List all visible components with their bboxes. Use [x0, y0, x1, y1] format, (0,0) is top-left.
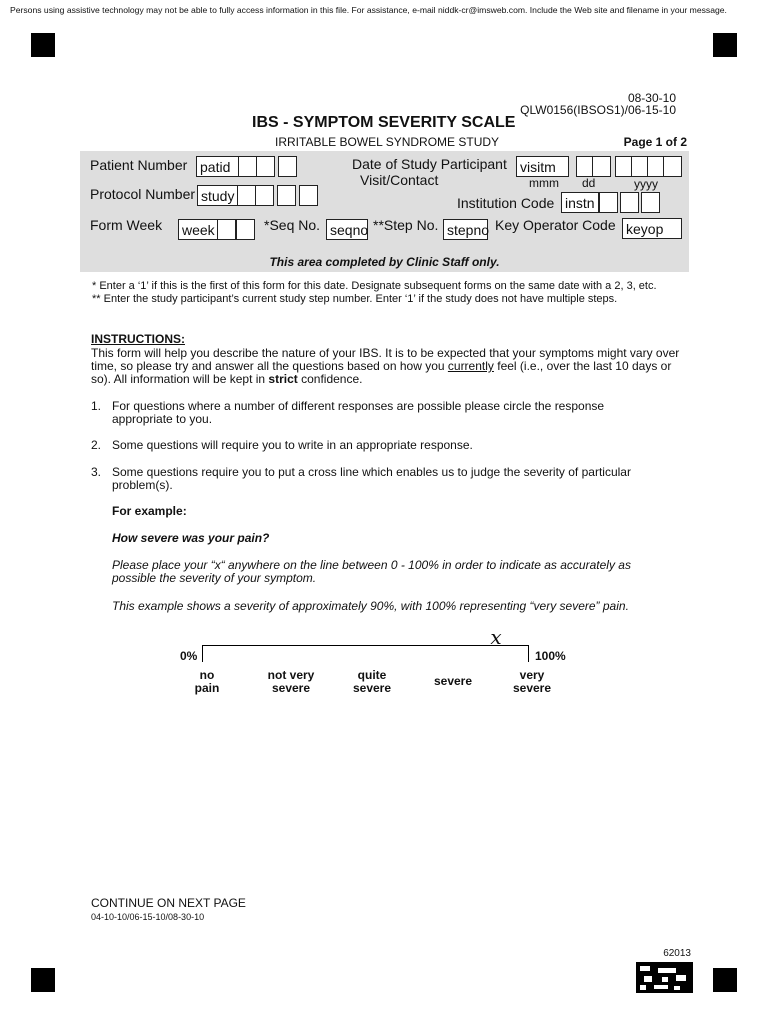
patient-number-field[interactable]: patid — [196, 156, 239, 177]
form-number: 62013 — [663, 948, 691, 959]
protocol-number-cell[interactable] — [277, 185, 296, 206]
institution-code-field[interactable]: instn — [561, 192, 599, 213]
example-question: How severe was your pain? — [112, 531, 270, 545]
visit-year-cell[interactable] — [663, 156, 682, 177]
anchor-line: severe — [271, 681, 311, 695]
scale-anchor-label — [186, 669, 228, 695]
item-number: 2. — [91, 438, 102, 452]
item-number: 1. — [91, 399, 102, 413]
protocol-number-cell[interactable] — [299, 185, 318, 206]
step-number-label: **Step No. — [373, 217, 439, 233]
intro-text: confidence. — [297, 372, 363, 386]
intro-text: feel (i.e., over the last 10 days or so). All information will be kept in — [91, 359, 672, 386]
footnote-seq: * Enter a ‘1’ if this is the first of this form for this date. Designate subsequent forms on the same date with a 2, 3, etc. — [92, 280, 657, 292]
anchor-line: no — [199, 668, 215, 682]
intro-text: This form will help you describe the nature of your IBS. It is to be expected that your symptoms might vary over time, so please try and answer all the questions based on how you — [91, 346, 680, 373]
revision-dates: 04-10-10/06-15-10/08-30-10 — [91, 912, 205, 922]
example-instruction: Please place your “x“ anywhere on the line between 0 - 100% in order to indicate as accurately as possible the severity of your symptom. — [112, 558, 631, 585]
scale-anchor-label — [423, 675, 483, 688]
item-text: For questions where a number of different responses are possible please circle the response appropriate to you. — [112, 399, 605, 426]
instruction-item — [91, 400, 651, 428]
year-caption: yyyy — [634, 177, 658, 191]
item-number: 3. — [91, 465, 102, 479]
instruction-item — [91, 439, 651, 453]
protocol-number-cell[interactable] — [237, 185, 256, 206]
institution-code-cell[interactable] — [620, 192, 639, 213]
form-code: QLW0156(IBSOS1)/06-15-10 — [520, 103, 676, 117]
protocol-number-field[interactable]: study — [197, 185, 238, 206]
instructions-intro — [91, 347, 681, 386]
accessibility-notice: Persons using assistive technology may not be able to fully access information in this file. For assistance, e-mail niddk-cr@imsweb.com. Include the Web site and filename in your message. — [10, 5, 727, 15]
visit-day-cell[interactable] — [592, 156, 611, 177]
form-week-label: Form Week — [90, 217, 163, 233]
visit-month-field[interactable]: visitm — [516, 156, 569, 177]
severity-scale-line — [202, 645, 529, 646]
visit-date-label-2: Visit/Contact — [360, 172, 439, 188]
page-title: IBS - SYMPTOM SEVERITY SCALE — [252, 114, 516, 131]
institution-code-cell[interactable] — [599, 192, 618, 213]
registration-mark-top-right — [713, 33, 737, 57]
form-date: 08-30-10 — [627, 91, 676, 105]
continue-note: CONTINUE ON NEXT PAGE — [91, 896, 246, 910]
scale-anchor-label — [342, 669, 402, 695]
intro-bold: strict — [268, 372, 298, 386]
visit-date-label: Date of Study Participant — [352, 156, 507, 172]
scale-start-tick — [202, 645, 203, 662]
form-week-cell[interactable] — [236, 219, 255, 240]
instructions-heading: INSTRUCTIONS: — [91, 332, 185, 346]
registration-mark-top-left — [31, 33, 55, 57]
instruction-item — [91, 466, 651, 494]
form-barcode — [636, 962, 693, 993]
item-text: Some questions require you to put a cross line which enables us to judge the severity of particular problem(s). — [112, 465, 631, 492]
study-name: IRRITABLE BOWEL SYNDROME STUDY — [275, 135, 500, 149]
item-text: Some questions will require you to write in an appropriate response. — [112, 438, 473, 452]
scale-anchor-label — [502, 669, 562, 695]
patient-number-cell[interactable] — [256, 156, 275, 177]
protocol-number-cell[interactable] — [255, 185, 274, 206]
anchor-line: quite — [357, 668, 387, 682]
page-number: Page 1 of 2 — [623, 135, 687, 149]
scale-max-label: 100% — [535, 649, 566, 663]
protocol-number-label: Protocol Number — [90, 186, 196, 202]
patient-number-label: Patient Number — [90, 157, 188, 173]
scale-anchor-label — [256, 669, 326, 695]
form-week-field[interactable]: week — [178, 219, 218, 240]
patient-number-cell[interactable] — [278, 156, 297, 177]
registration-mark-bottom-left — [31, 968, 55, 992]
scale-min-label: 0% — [180, 649, 198, 663]
patient-number-cell[interactable] — [238, 156, 257, 177]
for-example-label: For example: — [112, 504, 187, 518]
anchor-line: severe — [352, 681, 392, 695]
scale-end-tick — [528, 645, 529, 662]
key-operator-field[interactable]: keyop — [622, 218, 682, 239]
anchor-line: pain — [194, 681, 220, 695]
registration-mark-bottom-right — [713, 968, 737, 992]
key-operator-label: Key Operator Code — [495, 217, 616, 233]
institution-code-label: Institution Code — [457, 195, 555, 211]
seq-number-field[interactable]: seqno — [326, 219, 368, 240]
footnote-step: ** Enter the study participant’s current study step number. Enter ‘1’ if the study does not have multiple steps. — [92, 293, 618, 305]
clinic-staff-note: This area completed by Clinic Staff only. — [269, 255, 500, 269]
day-caption: dd — [582, 176, 596, 190]
form-week-cell[interactable] — [217, 219, 236, 240]
seq-number-label: *Seq No. — [264, 217, 321, 233]
step-number-field[interactable]: stepno — [443, 219, 488, 240]
anchor-line: not very — [267, 668, 315, 682]
anchor-line: severe — [512, 681, 552, 695]
month-caption: mmm — [529, 176, 559, 190]
anchor-line: severe — [433, 674, 473, 688]
intro-underline: currently — [447, 359, 494, 373]
example-cross-mark: x — [490, 625, 502, 649]
anchor-line: very — [519, 668, 545, 682]
institution-code-cell[interactable] — [641, 192, 660, 213]
example-result: This example shows a severity of approximately 90%, with 100% representing “very severe” pain. — [112, 599, 629, 613]
